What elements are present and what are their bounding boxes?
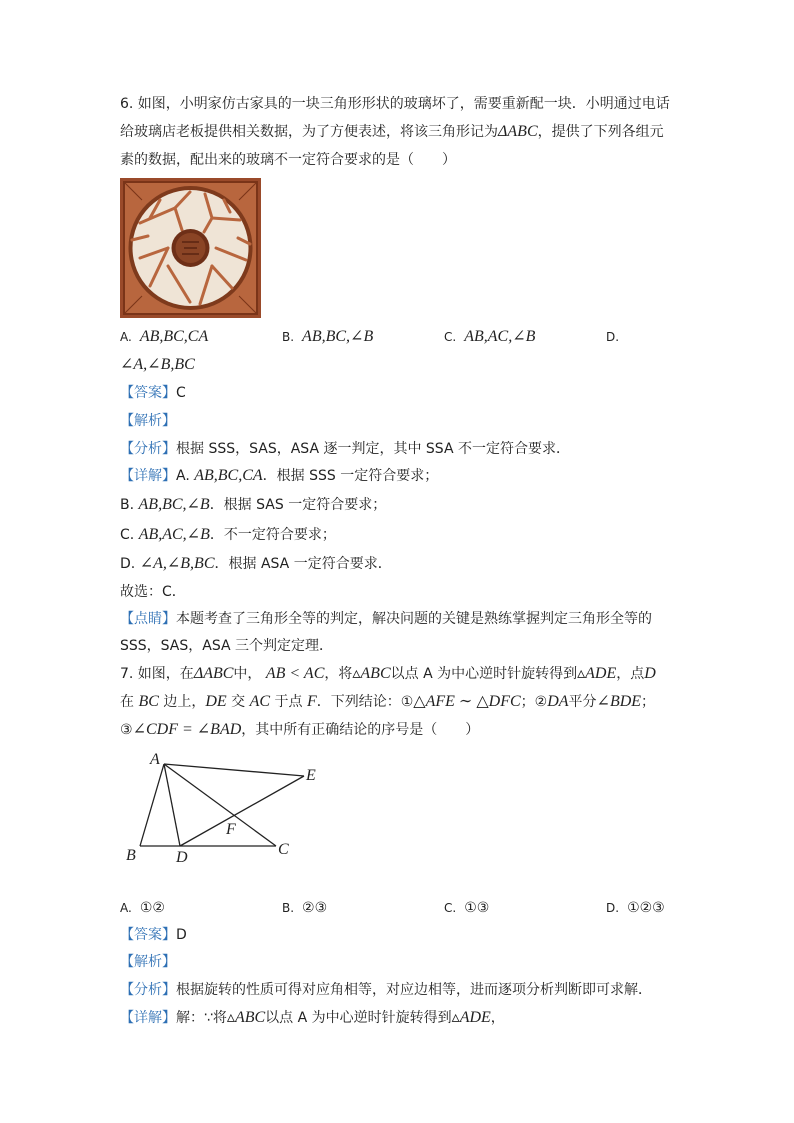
- q6-dianjing-line1: 【点睛】本题考查了三角形全等的判定，解决问题的关键是熟练掌握判定三角形全等的: [120, 611, 652, 627]
- q6-option-a[interactable]: A. AB,BC,CA: [120, 328, 209, 345]
- segment-ac: [164, 764, 276, 846]
- q7-stem-line3: ③∠CDF = ∠BAD，其中所有正确结论的序号是（ ）: [120, 721, 480, 738]
- q6-option-b[interactable]: B. AB,BC,∠B: [282, 328, 374, 345]
- point-label-a: A: [150, 751, 160, 768]
- q6-detail-b: B. AB,BC,∠B．根据 SAS 一定符合要求；: [120, 496, 387, 513]
- q6-option-c[interactable]: C. AB,AC,∠B: [444, 328, 536, 345]
- q6-answer: 【答案】C: [120, 385, 186, 401]
- q6-option-d-label[interactable]: D.: [606, 330, 620, 344]
- q6-stem-line3: 素的数据，配出来的玻璃不一定符合要求的是（ ）: [120, 152, 456, 168]
- segment-de: [180, 776, 304, 846]
- point-label-e: E: [306, 767, 316, 784]
- q7-stem-line1: 7. 如图，在ΔABC中， AB < AC，将▵ABC以点 A 为中心逆时针旋转得到▵ADE，点D: [120, 665, 656, 682]
- point-label-f: F: [226, 821, 236, 838]
- q6-stem-line2: 给玻璃店老板提供相关数据，为了方便表述，将该三角形记为ΔABC，提供了下列各组元: [120, 123, 664, 140]
- q6-detail-d: D. ∠A,∠B,BC．根据 ASA 一定符合要求．: [120, 555, 392, 572]
- point-label-d: D: [176, 849, 188, 866]
- point-label-c: C: [278, 841, 289, 858]
- q7-option-d[interactable]: D. ①②③: [606, 900, 665, 916]
- q6-dianjing-line2: SSS，SAS，ASA 三个判定定理．: [120, 638, 334, 654]
- q7-answer: 【答案】D: [120, 927, 187, 943]
- segment-ae: [164, 764, 304, 776]
- q7-option-c[interactable]: C. ①③: [444, 900, 490, 916]
- q6-option-d-text: ∠A,∠B,BC: [120, 356, 195, 373]
- q7-triangle-figure: [118, 748, 328, 868]
- q7-analysis-heading: 【解析】: [120, 954, 176, 970]
- q6-analysis-heading: 【解析】: [120, 413, 176, 429]
- furniture-glass-photo: [120, 178, 261, 318]
- q6-fenxi: 【分析】根据 SSS，SAS，ASA 逐一判定，其中 SSA 不一定符合要求．: [120, 441, 570, 457]
- q7-fenxi: 【分析】根据旋转的性质可得对应角相等，对应边相等，进而逐项分析判断即可求解．: [120, 982, 652, 998]
- q7-stem-line2: 在 BC 边上，DE 交 AC 于点 F．下列结论：①△AFE ∼ △DFC；②DA平分∠BDE；: [120, 693, 656, 710]
- q6-detail-a: 【详解】A. AB,BC,CA．根据 SSS 一定符合要求；: [120, 467, 439, 484]
- q6-stem-line1: 6. 如图，小明家仿古家具的一块三角形形状的玻璃坏了，需要重新配一块．小明通过电话: [120, 96, 670, 112]
- segment-ab: [140, 764, 164, 846]
- q6-choose: 故选：C．: [120, 584, 186, 600]
- q6-detail-c: C. AB,AC,∠B．不一定符合要求；: [120, 526, 336, 543]
- point-label-b: B: [126, 847, 136, 864]
- q7-xiangjie: 【详解】解：∵将▵ABC以点 A 为中心逆时针旋转得到▵ADE，: [120, 1009, 505, 1026]
- q7-option-a[interactable]: A. ①②: [120, 900, 165, 916]
- q7-option-b[interactable]: B. ②③: [282, 900, 328, 916]
- segment-ad: [164, 764, 180, 846]
